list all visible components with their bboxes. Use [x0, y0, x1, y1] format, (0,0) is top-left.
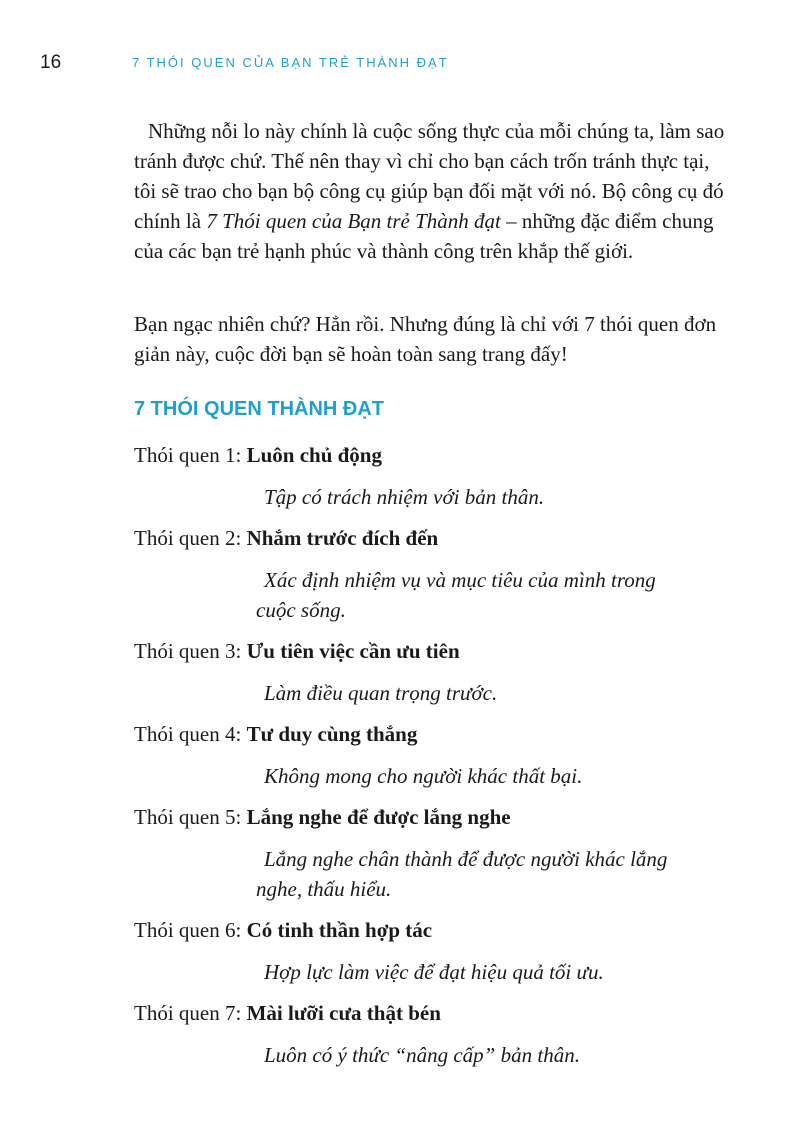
- section-heading: 7 THÓI QUEN THÀNH ĐẠT: [134, 398, 384, 420]
- habit-name: Mài lưỡi cưa thật bén: [246, 1001, 441, 1025]
- habit-2-desc: Xác định nhiệm vụ và mục tiêu của mình trong cuộc sống.: [256, 568, 656, 622]
- habit-name: Luôn chủ động: [246, 443, 382, 467]
- page-number: 16: [40, 52, 62, 73]
- book-title-italic: 7 Thói quen của Bạn trẻ Thành đạt: [206, 209, 501, 233]
- book-title: 7 THÓI QUEN CỦA BẠN TRẺ THÀNH ĐẠT: [132, 55, 449, 70]
- habit-label: Thói quen 1:: [134, 443, 247, 467]
- habit-3: [134, 637, 460, 665]
- habit-label: Thói quen 7:: [134, 1001, 247, 1025]
- intro-paragraph-1: [134, 116, 734, 266]
- habit-label: Thói quen 2:: [134, 526, 247, 550]
- habit-6: [134, 916, 432, 944]
- habit-name: Ưu tiên việc cần ưu tiên: [246, 639, 460, 663]
- intro-text-2: Bạn ngạc nhiên chứ? Hẳn rồi. Nhưng đúng là chỉ với 7 thói quen đơn giản này, cuộc đời bạn sẽ hoàn toàn sang trang đấy!: [134, 312, 717, 366]
- intro-text-before: Những nỗi lo này chính là cuộc sống thực của mỗi chúng ta, làm sao tránh được chứ. Thế nên thay vì chỉ cho bạn cách trốn tránh thực tại, tôi sẽ trao cho bạn bộ công cụ giúp bạn đối mặt với nó. Bộ công cụ đó chính là: [134, 119, 725, 233]
- habit-7: [134, 999, 441, 1027]
- habit-2: [134, 524, 438, 552]
- habit-name: Tư duy cùng thắng: [246, 722, 418, 746]
- habit-label: Thói quen 3:: [134, 639, 247, 663]
- habit-name: Lắng nghe để được lắng nghe: [246, 805, 511, 829]
- intro-paragraph-2: [134, 309, 734, 369]
- habit-name: Nhắm trước đích đến: [246, 526, 439, 550]
- habit-name: Có tinh thần hợp tác: [246, 918, 433, 942]
- habit-label: Thói quen 5:: [134, 805, 247, 829]
- habit-1: [134, 441, 382, 469]
- habit-3-desc: Làm điều quan trọng trước.: [264, 681, 498, 705]
- running-head: [40, 52, 760, 78]
- habit-1-desc: Tập có trách nhiệm với bản thân.: [264, 485, 545, 509]
- habit-4: [134, 720, 417, 748]
- intro-text-after: – những đặc điểm chung của các bạn trẻ hạnh phúc và thành công trên khắp thế giới.: [134, 209, 714, 263]
- habit-4-desc: Không mong cho người khác thất bại.: [264, 764, 583, 788]
- habit-7-desc: Luôn có ý thức “nâng cấp” bản thân.: [264, 1043, 580, 1067]
- habit-6-desc: Hợp lực làm việc để đạt hiệu quả tối ưu.: [264, 960, 604, 984]
- habit-5-desc: Lắng nghe chân thành để được người khác lắng nghe, thấu hiểu.: [256, 847, 668, 901]
- habit-label: Thói quen 6:: [134, 918, 247, 942]
- habit-5: [134, 803, 511, 831]
- habit-label: Thói quen 4:: [134, 722, 247, 746]
